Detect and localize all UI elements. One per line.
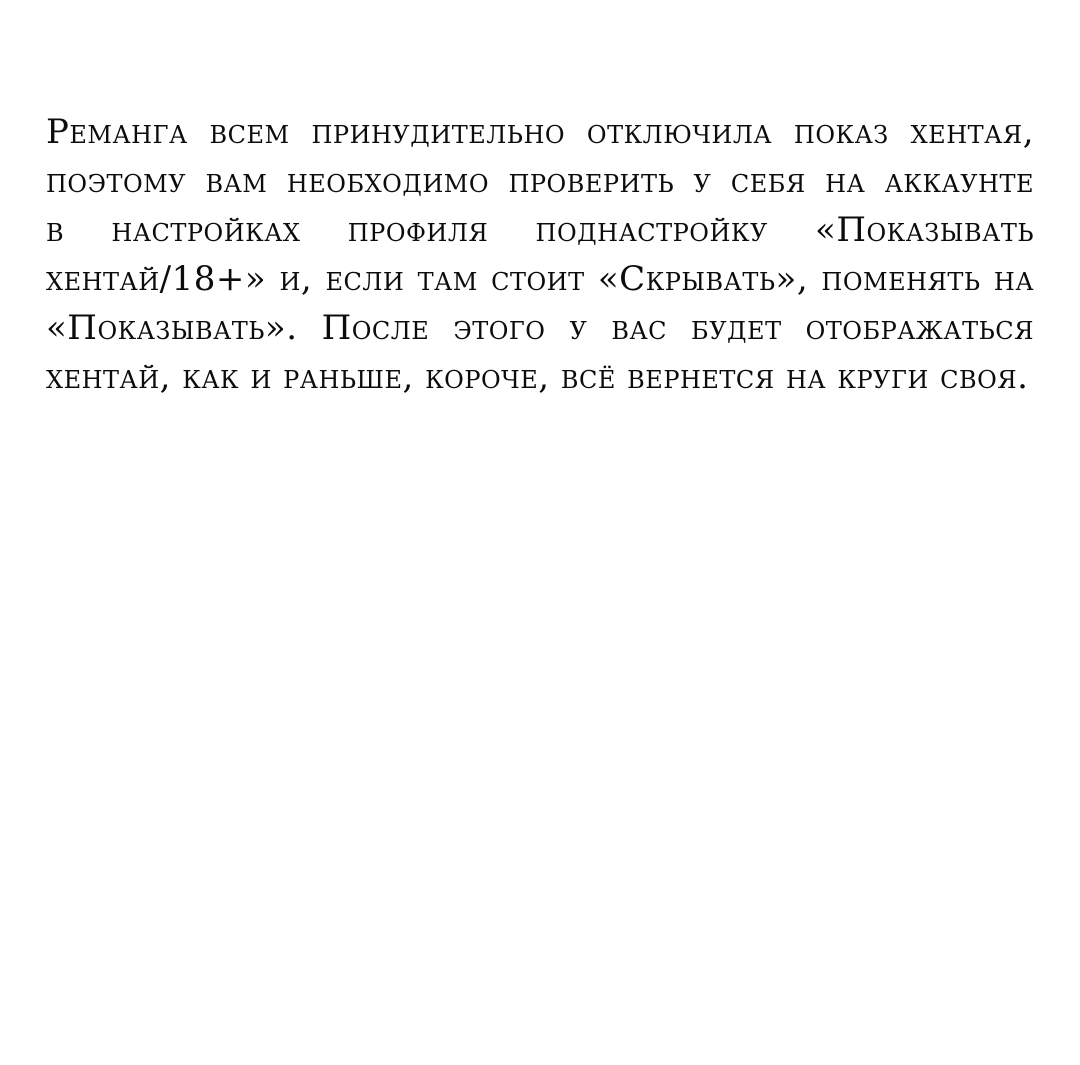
announcement-line: в настройках профиля поднастройку «Показывать (46, 210, 1034, 250)
announcement-line: хентай/18+» и, если там стоит «Скрывать», поменять на (46, 259, 1034, 299)
announcement-line: хентай, как и раньше, короче, всё вернется на круги своя. (46, 357, 1029, 397)
announcement-line: поэтому вам необходимо проверить у себя на аккаунте (46, 161, 1034, 201)
announcement-line: «Показывать». После этого у вас будет отображаться (46, 308, 1034, 348)
announcement-line: Реманга всем принудительно отключила показ хентая, (46, 112, 1034, 152)
announcement-text (46, 108, 1034, 402)
